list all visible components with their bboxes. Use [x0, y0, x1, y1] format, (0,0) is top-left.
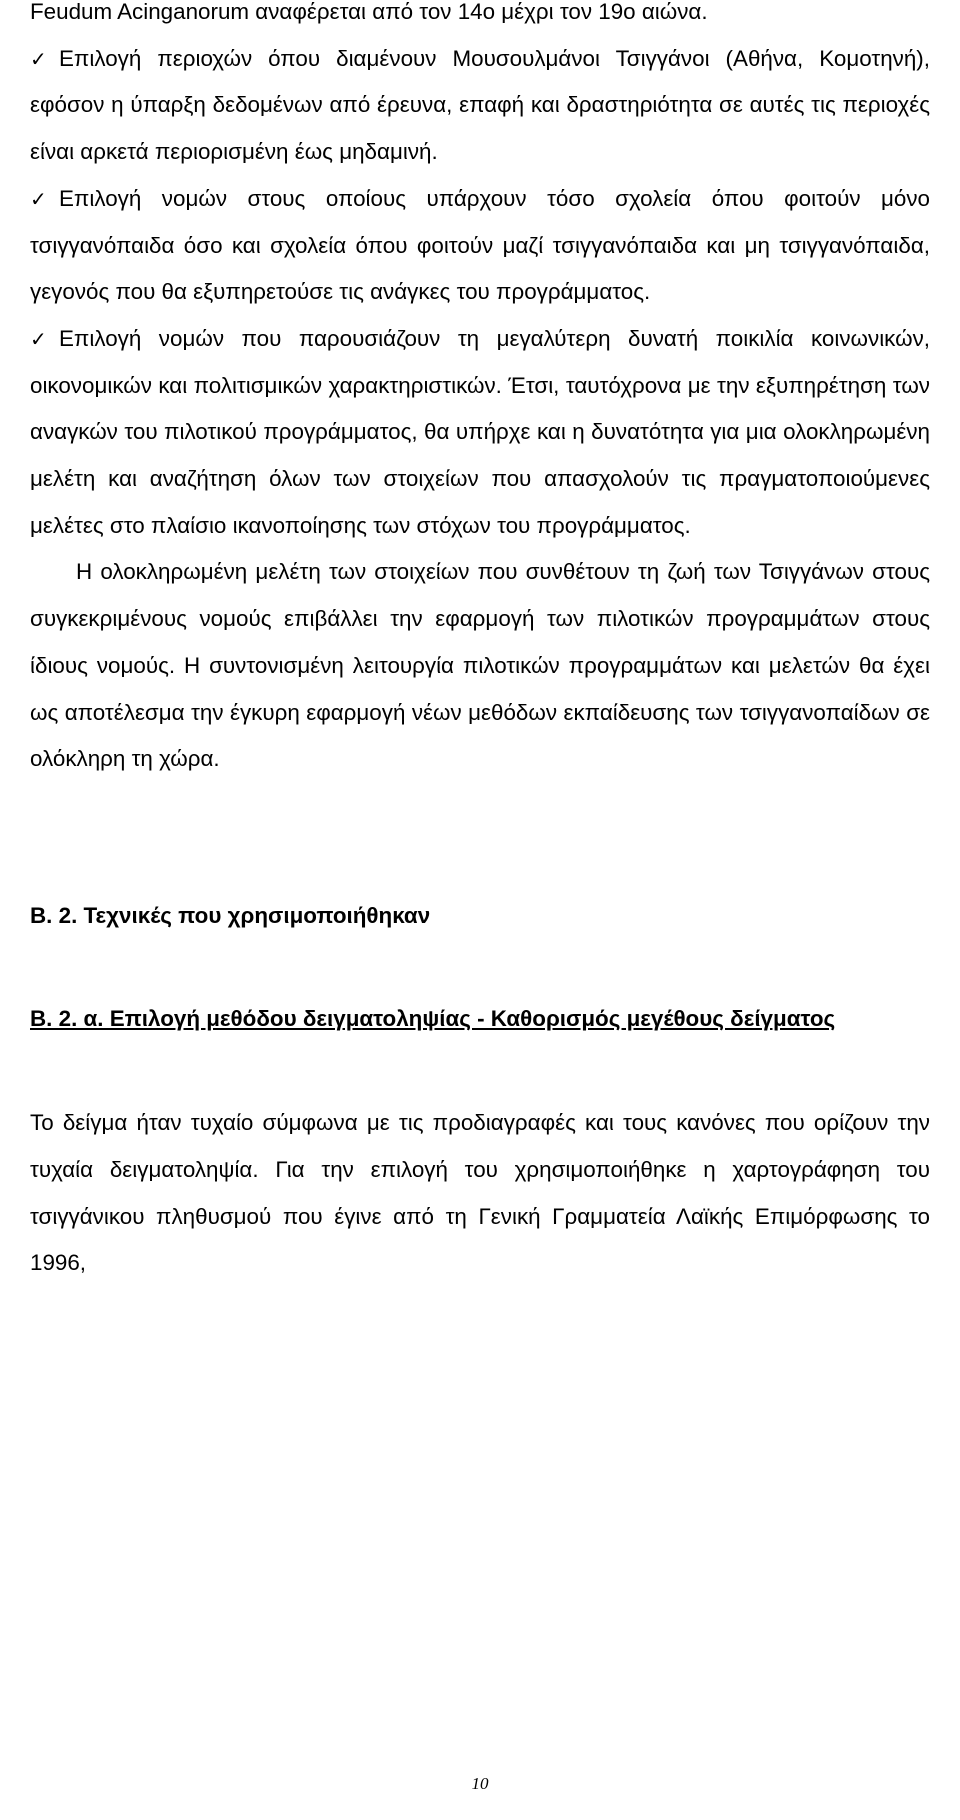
check-icon: ✓ [30, 326, 47, 351]
bullet-item [30, 36, 930, 176]
document-page [30, 0, 930, 1287]
page-number: 10 [471, 1774, 489, 1793]
subsection-heading-text: Β. 2. α. Επιλογή μεθόδου δειγματοληψίας - Καθορισμός μεγέθους δείγματος [30, 1005, 836, 1031]
bullet-text: Επιλογή περιοχών όπου διαμένουν Μουσουλμάνοι Τσιγγάνοι (Αθήνα, Κομοτηνή), εφόσον η ύπαρξη δεδομένων από έρευνα, επαφή και δραστηριότητα σε αυτές τις περιοχές είναι αρκετά περιορισμένη έως μηδαμινή. [30, 45, 930, 165]
paragraph: Το δείγμα ήταν τυχαίο σύμφωνα με τις προδιαγραφές και τους κανόνες που ορίζουν την τυχαία δειγματοληψία. Για την επιλογή του χρησιμοποιήθηκε η χαρτογράφηση του τσιγγάνικου πληθυσμού που έγινε από τη Γενική Γραμματεία Λαϊκής Επιμόρφωσης το 1996, [30, 1110, 930, 1276]
text-line: Feudum Acinganorum αναφέρεται από τον 14ο μέχρι τον 19ο αιώνα. [30, 0, 708, 24]
check-icon: ✓ [30, 46, 47, 71]
paragraph: Η ολοκληρωμένη μελέτη των στοιχείων που συνθέτουν τη ζωή των Τσιγγάνων στους συγκεκριμένους νομούς επιβάλλει την εφαρμογή των πιλοτικών προγραμμάτων στους ίδιους νομούς. Η συντονισμένη λειτουργία πιλοτικών προγραμμάτων και μελετών θα έχει ως αποτέλεσμα την έγκυρη εφαρμογή νέων μεθόδων εκπαίδευσης των τσιγγανοπαίδων σε ολόκληρη τη χώρα. [30, 559, 930, 772]
bullet-item [30, 176, 930, 316]
check-icon: ✓ [30, 186, 47, 211]
subsection-heading [30, 996, 930, 1043]
bullet-text: Επιλογή νομών που παρουσιάζουν τη μεγαλύτερη δυνατή ποικιλία κοινωνικών, οικονομικών και πολιτισμικών χαρακτηριστικών. Έτσι, ταυτόχρονα με την εξυπηρέτηση των αναγκών του πιλοτικού προγράμματος, θα υπήρχε και η δυνατότητα για μια ολοκληρωμένη μελέτη και αναζήτηση όλων των στοιχείων που απασχολούν τις πραγματοποιούμενες μελέτες στο πλαίσιο ικανοποίησης των στόχων του προγράμματος. [30, 325, 930, 538]
bullet-text: Επιλογή νομών στους οποίους υπάρχουν τόσο σχολεία όπου φοιτούν μόνο τσιγγανόπαιδα όσο και σχολεία όπου φοιτούν μαζί τσιγγανόπαιδα και μη τσιγγανόπαιδα, γεγονός που θα εξυπηρετούσε τις ανάγκες του προγράμματος. [30, 185, 930, 305]
section-heading: Β. 2. Τεχνικές που χρησιμοποιήθηκαν [30, 902, 431, 928]
bullet-item [30, 316, 930, 550]
